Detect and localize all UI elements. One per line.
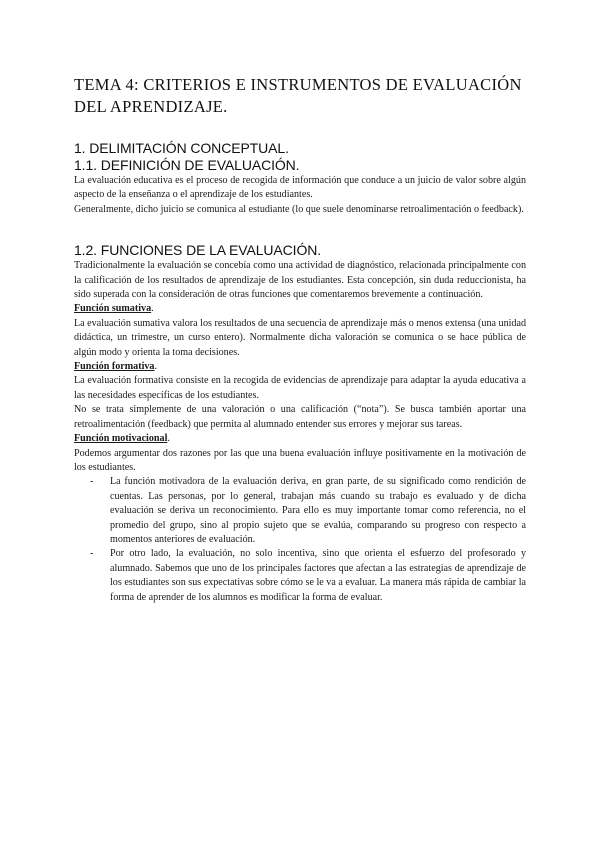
document-title: TEMA 4: CRITERIOS E INSTRUMENTOS DE EVALUACIÓN DEL APRENDIZAJE. [74,75,522,116]
formativa-heading: Función formativa. [74,361,157,373]
feedback-paragraph: Generalmente, dicho juicio se comunica al estudiante (lo que suele denominarse retroalimentación o feedback). [74,203,524,215]
formativa-paragraph-1: La evaluación formativa consiste en la recogida de evidencias de aprendizaje para adaptar la ayuda educativa a las necesidades específicas de los estudiantes. [74,375,526,401]
subsection-heading-definicion: 1.1. DEFINICIÓN DE EVALUACIÓN. [74,157,300,173]
list-item: - Por otro lado, la evaluación, no solo incentiva, sino que orienta el esfuerzo del profesorado y alumnado. Sabemos que uno de los principales factores que afectan a las estrategias de aprendizaje de los estudiantes son sus expectativas sobre cómo se le va a evaluar. La manera más rápida de cambiar la forma de aprender de los alumnos es modificar la forma de evaluar. [110,547,526,605]
formativa-paragraph-2: No se trata simplemente de una valoración o una calificación (“nota”). Se busca también aportar una retroalimentación (feedback) que permita al alumnado entender sus errores y mejorar sus tareas. [74,404,526,430]
sumativa-paragraph: La evaluación sumativa valora los resultados de una secuencia de aprendizaje más o menos extensa (una unidad didáctica, un trimestre, un curso entero). Normalmente dicha valoración se comunica o se hace pública de algún modo y orienta la toma decisiones. [74,317,526,358]
funciones-intro-paragraph: Tradicionalmente la evaluación se concebía como una actividad de diagnóstico, relacionada principalmente con la calificación de los resultados de aprendizaje de los estudiantes. Esta concepción, sin duda reduccionista, ha sido superada con la consideración de otras funciones que comentaremos brevemente a continuación. [74,260,526,301]
motivacional-paragraph: Podemos argumentar dos razones por las que una buena evaluación influye positivamente en la motivación de los estudiantes. [74,447,526,473]
formativa-label: Función formativa [74,361,155,373]
motivacional-label: Función motivacional [74,433,168,445]
motivacional-heading: Función motivacional. [74,433,170,445]
motivacional-list [74,475,526,605]
sumativa-heading: Función sumativa. [74,303,154,315]
definition-paragraph: La evaluación educativa es el proceso de recogida de información que conduce a un juicio de valor sobre algún aspecto de la enseñanza o el aprendizaje de los estudiantes. [74,175,526,201]
sumativa-label: Función sumativa [74,303,152,315]
list-item: - La función motivadora de la evaluación deriva, en gran parte, de su significado como rendición de cuentas. Las personas, por lo general, trabajan más cuando su trabajo es evaluado y de dicha evaluación se deriva un reconocimiento. Para ello es muy importante tomar como referencia, no el promedio del grupo, sino al propio sujeto que se evalúa, comparando su progreso con respecto a momentos anteriores de evaluación. [110,475,526,547]
subsection-heading-funciones: 1.2. FUNCIONES DE LA EVALUACIÓN. [74,242,322,259]
section-heading-delimitacion: 1. DELIMITACIÓN CONCEPTUAL. [74,140,289,156]
